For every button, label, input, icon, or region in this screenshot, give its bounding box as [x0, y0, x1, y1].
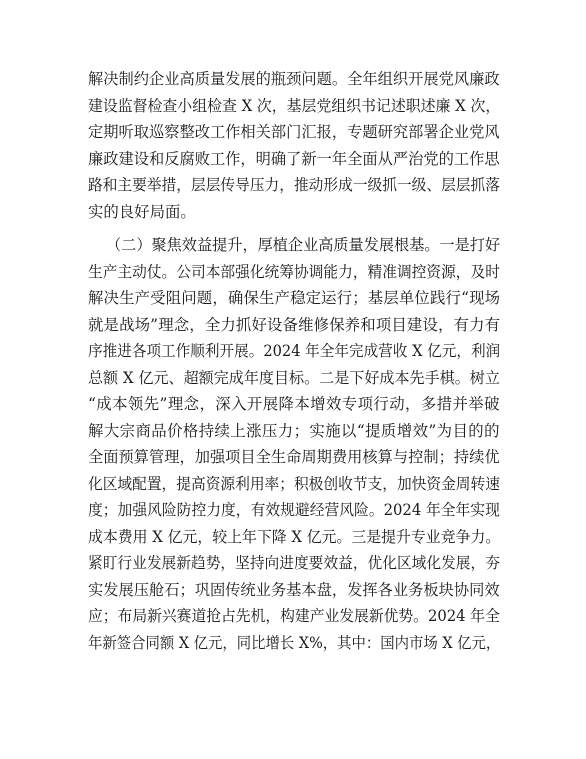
text-line: 全面预算管理，加强项目全生命周期费用核算与控制；持续优: [88, 448, 500, 466]
text-line: 成本费用 X 亿元，较上年下降 X 亿元。三是提升专业竞争力。: [88, 527, 501, 546]
text-line: 紧盯行业发展新趋势，坚持向进度要效益，优化区域化发展，夯: [88, 554, 500, 572]
text-line: 解决制约企业高质量发展的瓶颈问题。全年组织开展党风廉政: [88, 70, 500, 88]
text-line: 度；加强风险防控力度，有效规避经营风险。2024 年全年实现: [88, 501, 500, 519]
text-line: 建设监督检查小组检查 X 次，基层党组织书记述职述廉 X 次，: [88, 96, 501, 115]
text-line: 年新签合同额 X 亿元，同比增长 X%，其中：国内市场 X 亿元，: [88, 633, 501, 652]
text-line: 实的良好局面。: [88, 202, 196, 221]
text-line: 定期听取巡察整改工作相关部门汇报，专题研究部署企业党风: [88, 123, 500, 141]
text-line: （二）聚焦效益提升，厚植企业高质量发展根基。一是打好: [106, 236, 501, 254]
text-line: 实发展压舱石；巩固传统业务基本盘，发挥各业务板块协同效: [88, 580, 500, 599]
paragraph-1: [88, 66, 500, 230]
text-line: 化区域配置，提高资源利用率；积极创收节支，加快资金周转速: [88, 474, 500, 493]
text-line: 就是战场”理念，全力抓好设备维修保养和项目建设，有力有: [88, 315, 501, 334]
text-line: “成本领先”理念，深入开展降本增效专项行动，多措并举破: [88, 395, 500, 413]
text-line: 应；布局新兴赛道抢占先机，构建产业发展新优势。2024 年全: [88, 607, 500, 625]
text-line: 生产主动仗。公司本部强化统筹协调能力，精准调控资源，及时: [88, 262, 500, 281]
paragraph-2: [88, 232, 500, 682]
text-line: 解大宗商品价格持续上涨压力；实施以“提质增效”为目的的: [88, 421, 500, 440]
text-line: 解决生产受阻问题，确保生产稳定运行；基层单位践行“现场: [88, 289, 501, 307]
text-line: 路和主要举措，层层传导压力，推动形成一级抓一级、层层抓落: [88, 176, 500, 194]
text-line: 廉政建设和反腐败工作，明确了新一年全面从严治党的工作思: [88, 149, 500, 168]
text-line: 序推进各项工作顺利开展。2024 年全年完成营收 X 亿元，利润: [88, 342, 501, 360]
text-line: 总额 X 亿元、超额完成年度目标。二是下好成本先手棋。树立: [88, 368, 500, 387]
